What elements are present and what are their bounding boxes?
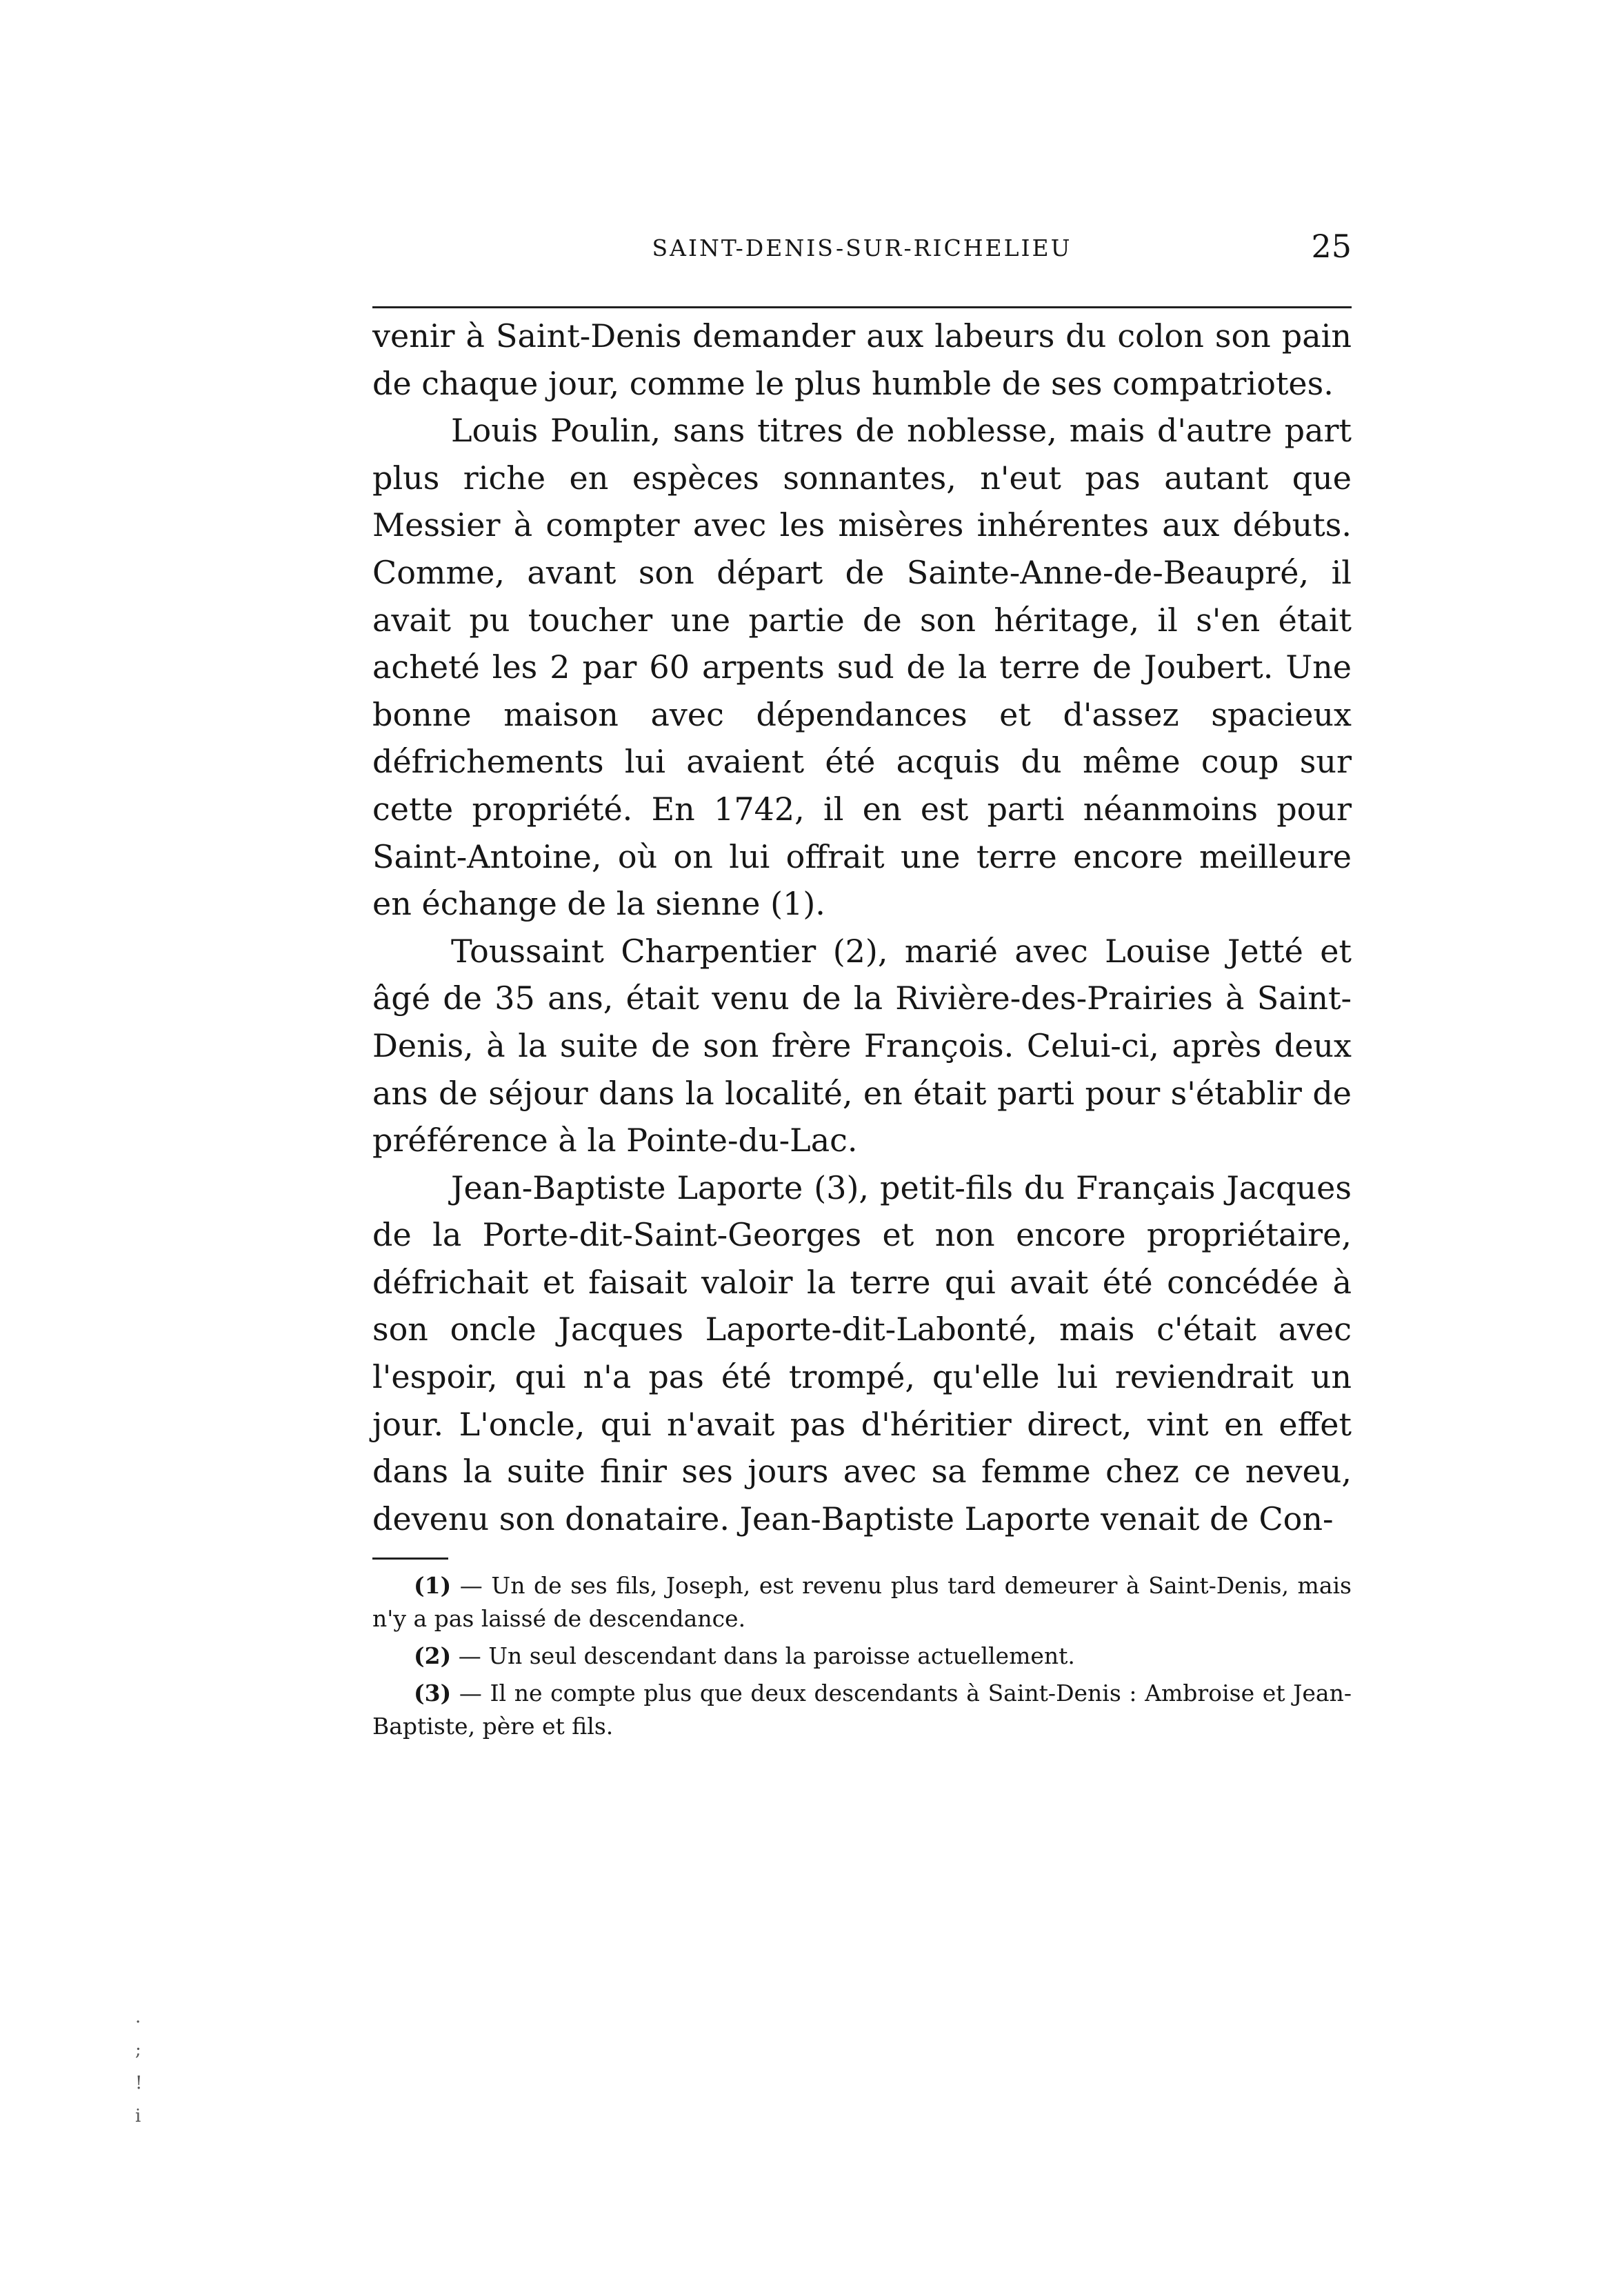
running-title: SAINT-DENIS-SUR-RICHELIEU	[652, 235, 1072, 261]
margin-mark: ;	[135, 2040, 141, 2060]
margin-mark: !	[135, 2073, 143, 2093]
page-number: 25	[1311, 228, 1352, 265]
margin-marks	[135, 2000, 143, 2133]
footnote-number: (2)	[414, 1642, 452, 1670]
footnotes	[372, 1569, 1352, 1743]
footnote	[372, 1640, 1352, 1673]
paragraph-louis-poulin: Louis Poulin, sans titres de noblesse, mais d'autre part plus riche en espèces sonnantes, n'eut pas autant que Messier à compter avec les misères inhérentes aux débuts. Comme, avant son départ de Sainte-Anne-de-Beaupré, il avait pu toucher une partie de son héritage, il s'en était acheté les 2 par 60 arpents sud de la terre de Joubert. Une bonne maison avec dépendances et d'assez spacieux défrichements lui avaient été acquis du même coup sur cette propriété. En 1742, il en est parti néanmoins pour Saint-Antoine, où on lui offrait une terre encore meilleure en échange de la sienne (1).	[372, 412, 1352, 923]
header-divider	[372, 306, 1352, 308]
footnote-divider	[372, 1558, 448, 1560]
footnote-text: — Un seul descendant dans la paroisse actuellement.	[458, 1642, 1075, 1670]
footnote-number: (3)	[414, 1680, 452, 1707]
footnote-text: — Il ne compte plus que deux descendants à Saint-Denis : Ambroise et Jean-Baptiste, père et fils.	[372, 1680, 1352, 1740]
page	[372, 228, 1352, 1747]
footnote-number: (1)	[414, 1572, 452, 1600]
footnote	[372, 1569, 1352, 1635]
footnote	[372, 1677, 1352, 1743]
margin-mark: .	[135, 2007, 141, 2027]
page-header	[372, 228, 1352, 276]
paragraph-toussaint-charpentier: Toussaint Charpentier (2), marié avec Louise Jetté et âgé de 35 ans, était venu de la Rivière-des-Prairies à Saint-Denis, à la suite de son frère François. Celui-ci, après deux ans de séjour dans la localité, en était parti pour s'établir de préférence à la Pointe-du-Lac.	[372, 932, 1352, 1160]
paragraph-jean-baptiste-laporte: Jean-Baptiste Laporte (3), petit-fils du Français Jacques de la Porte-dit-Saint-Georges et non encore propriétaire, défrichait et faisait valoir la terre qui avait été concédée à son oncle Jacques Laporte-dit-Labonté, mais c'était avec l'espoir, qui n'a pas été trompé, qu'elle lui reviendrait un jour. L'oncle, qui n'avait pas d'héritier direct, vint en effet dans la suite finir ses jours avec sa femme chez ce neveu, devenu son donataire. Jean-Baptiste Laporte venait de Con-	[372, 1168, 1352, 1537]
footnote-text: — Un de ses fils, Joseph, est revenu plus tard demeurer à Saint-Denis, mais n'y a pas laissé de descendance.	[372, 1572, 1352, 1633]
body-text	[372, 312, 1352, 1542]
margin-mark: i	[135, 2106, 141, 2127]
paragraph-continuation: venir à Saint-Denis demander aux labeurs du colon son pain de chaque jour, comme le plus humble de ses compatriotes.	[372, 317, 1352, 402]
